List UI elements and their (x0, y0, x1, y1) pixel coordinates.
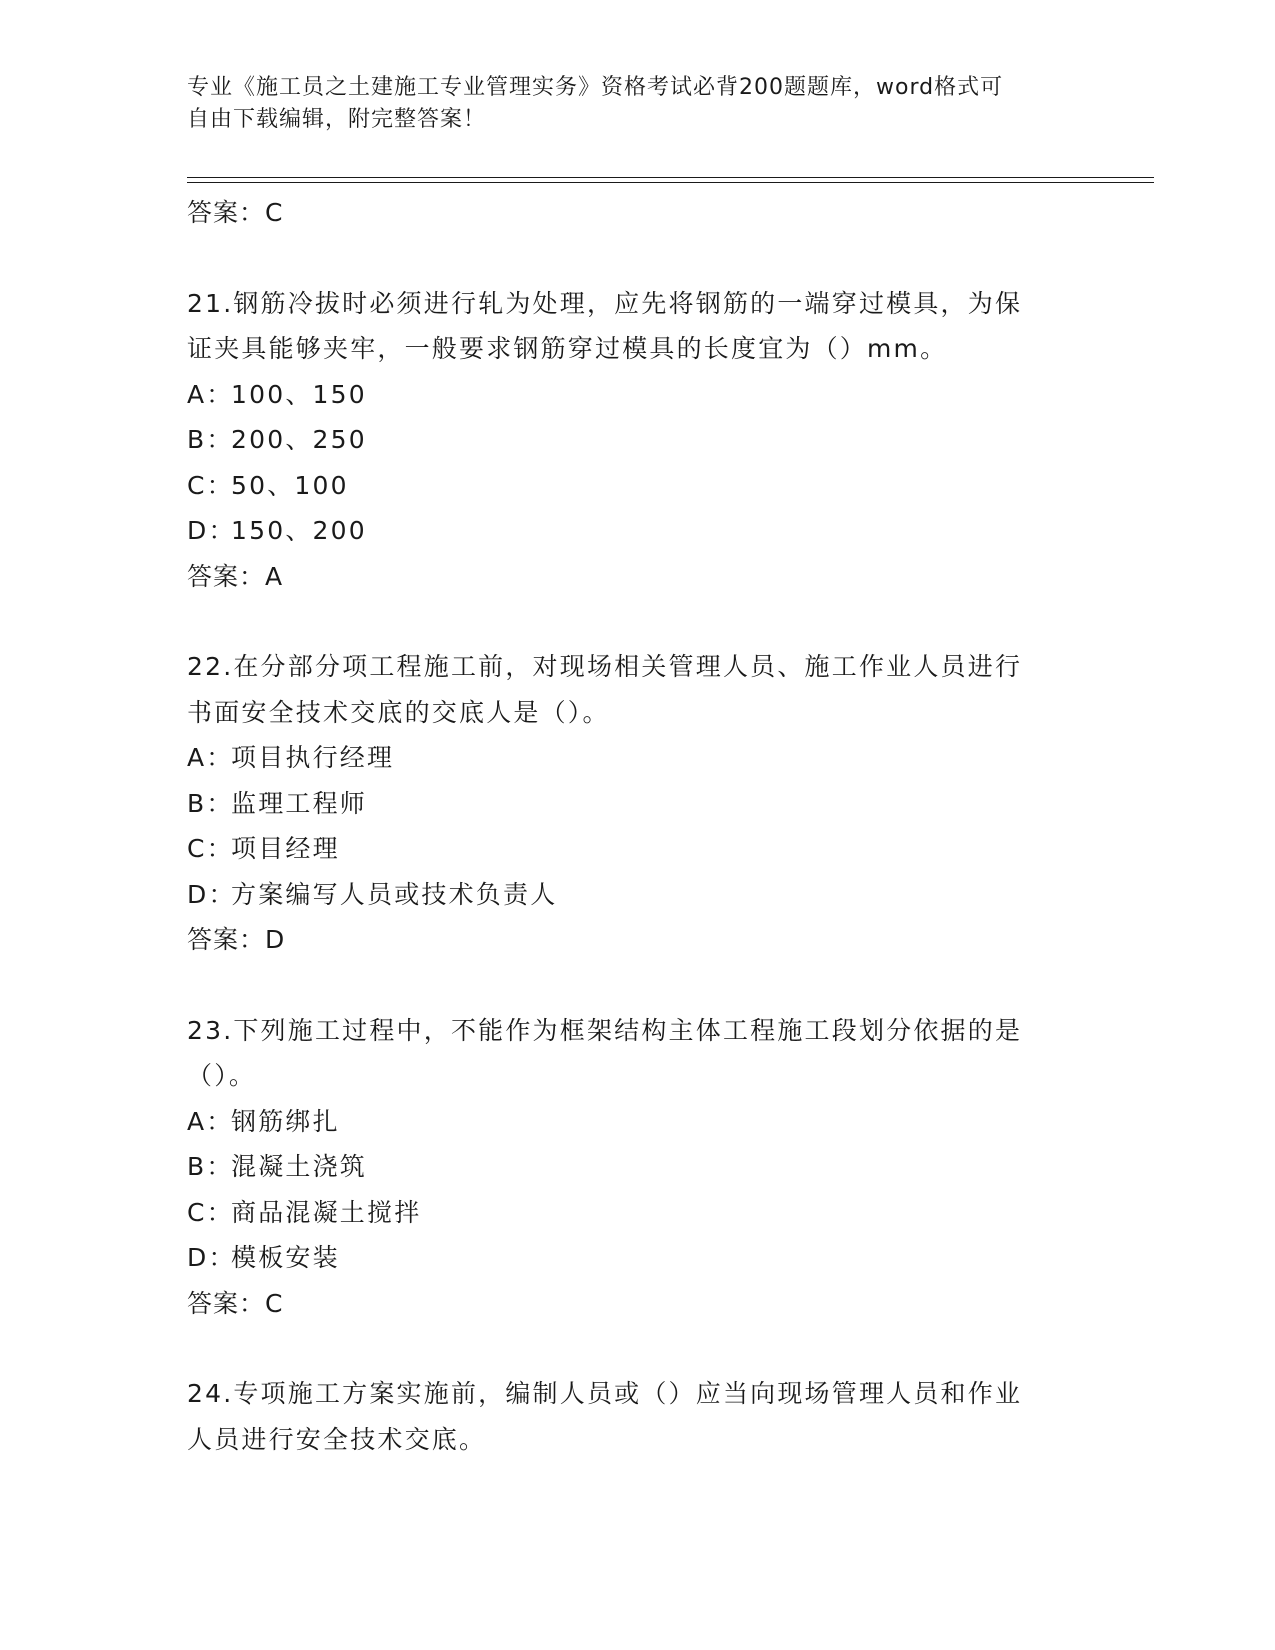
option-d (187, 508, 1087, 554)
option-key: C： (187, 470, 234, 500)
option-key: B： (187, 425, 234, 454)
option-a (187, 1099, 1087, 1145)
answer-line: 答案：A (187, 561, 284, 591)
option-d (187, 872, 1087, 918)
option-text: 方案编写人员或技术负责人 (231, 879, 558, 909)
question-stem-line: 22.在分部分项工程施工前，对现场相关管理人员、施工作业人员进行 (187, 652, 1023, 681)
question-21 (187, 281, 1087, 600)
option-key: B： (187, 1152, 234, 1181)
header-line-1: 专业《施工员之土建施工专业管理实务》资格考试必背200题题库，word格式可 (187, 75, 1004, 100)
previous-answer: 答案：C (187, 198, 284, 227)
option-key: B： (187, 788, 234, 818)
document-header (187, 72, 1087, 136)
option-text: 混凝土浇筑 (231, 1152, 368, 1181)
option-text: 项目执行经理 (231, 743, 395, 772)
option-a (187, 735, 1087, 781)
option-c (187, 826, 1087, 872)
answer-line: 答案：C (187, 1288, 284, 1318)
option-d (187, 1235, 1087, 1281)
option-text: 钢筋绑扎 (231, 1106, 340, 1136)
answer-line: 答案：D (187, 925, 286, 954)
header-line-2: 自由下载编辑，附完整答案！ (187, 107, 487, 132)
option-text: 200、250 (231, 425, 367, 454)
option-text: 商品混凝土搅拌 (231, 1197, 422, 1227)
header-divider-bottom (187, 182, 1154, 183)
question-list (187, 190, 1087, 1462)
option-a (187, 372, 1087, 418)
question-stem-line: 23.下列施工过程中，不能作为框架结构主体工程施工段划分依据的是 (187, 1015, 1023, 1045)
question-stem-line: 24.专项施工方案实施前，编制人员或（）应当向现场管理人员和作业 (187, 1379, 1023, 1408)
question-stem-line: （）。 (187, 1061, 257, 1090)
question-stem-line: 人员进行安全技术交底。 (187, 1424, 487, 1454)
option-text: 项目经理 (231, 834, 340, 863)
option-text: 150、200 (231, 516, 367, 545)
question-stem-line: 21.钢筋冷拔时必须进行轧为处理，应先将钢筋的一端穿过模具，为保 (187, 288, 1023, 318)
header-divider-top (187, 177, 1154, 178)
option-key: D： (187, 879, 236, 909)
option-b (187, 417, 1087, 463)
option-key: A： (187, 379, 234, 409)
option-c (187, 463, 1087, 509)
option-key: A： (187, 743, 234, 772)
option-text: 监理工程师 (231, 788, 368, 818)
option-text: 模板安装 (231, 1243, 340, 1272)
option-b (187, 781, 1087, 827)
option-key: A： (187, 1106, 234, 1136)
option-c (187, 1190, 1087, 1236)
question-24 (187, 1371, 1087, 1462)
question-stem-line: 证夹具能够夹牢，一般要求钢筋穿过模具的长度宜为（）mm。 (187, 334, 948, 363)
option-key: C： (187, 1197, 234, 1227)
option-text: 50、100 (231, 470, 349, 500)
question-stem-line: 书面安全技术交底的交底人是（）。 (187, 697, 610, 727)
option-key: D： (187, 1243, 236, 1272)
option-key: C： (187, 834, 234, 863)
question-22 (187, 644, 1087, 963)
option-b (187, 1144, 1087, 1190)
option-text: 100、150 (231, 379, 367, 409)
question-23 (187, 1008, 1087, 1327)
option-key: D： (187, 516, 236, 545)
